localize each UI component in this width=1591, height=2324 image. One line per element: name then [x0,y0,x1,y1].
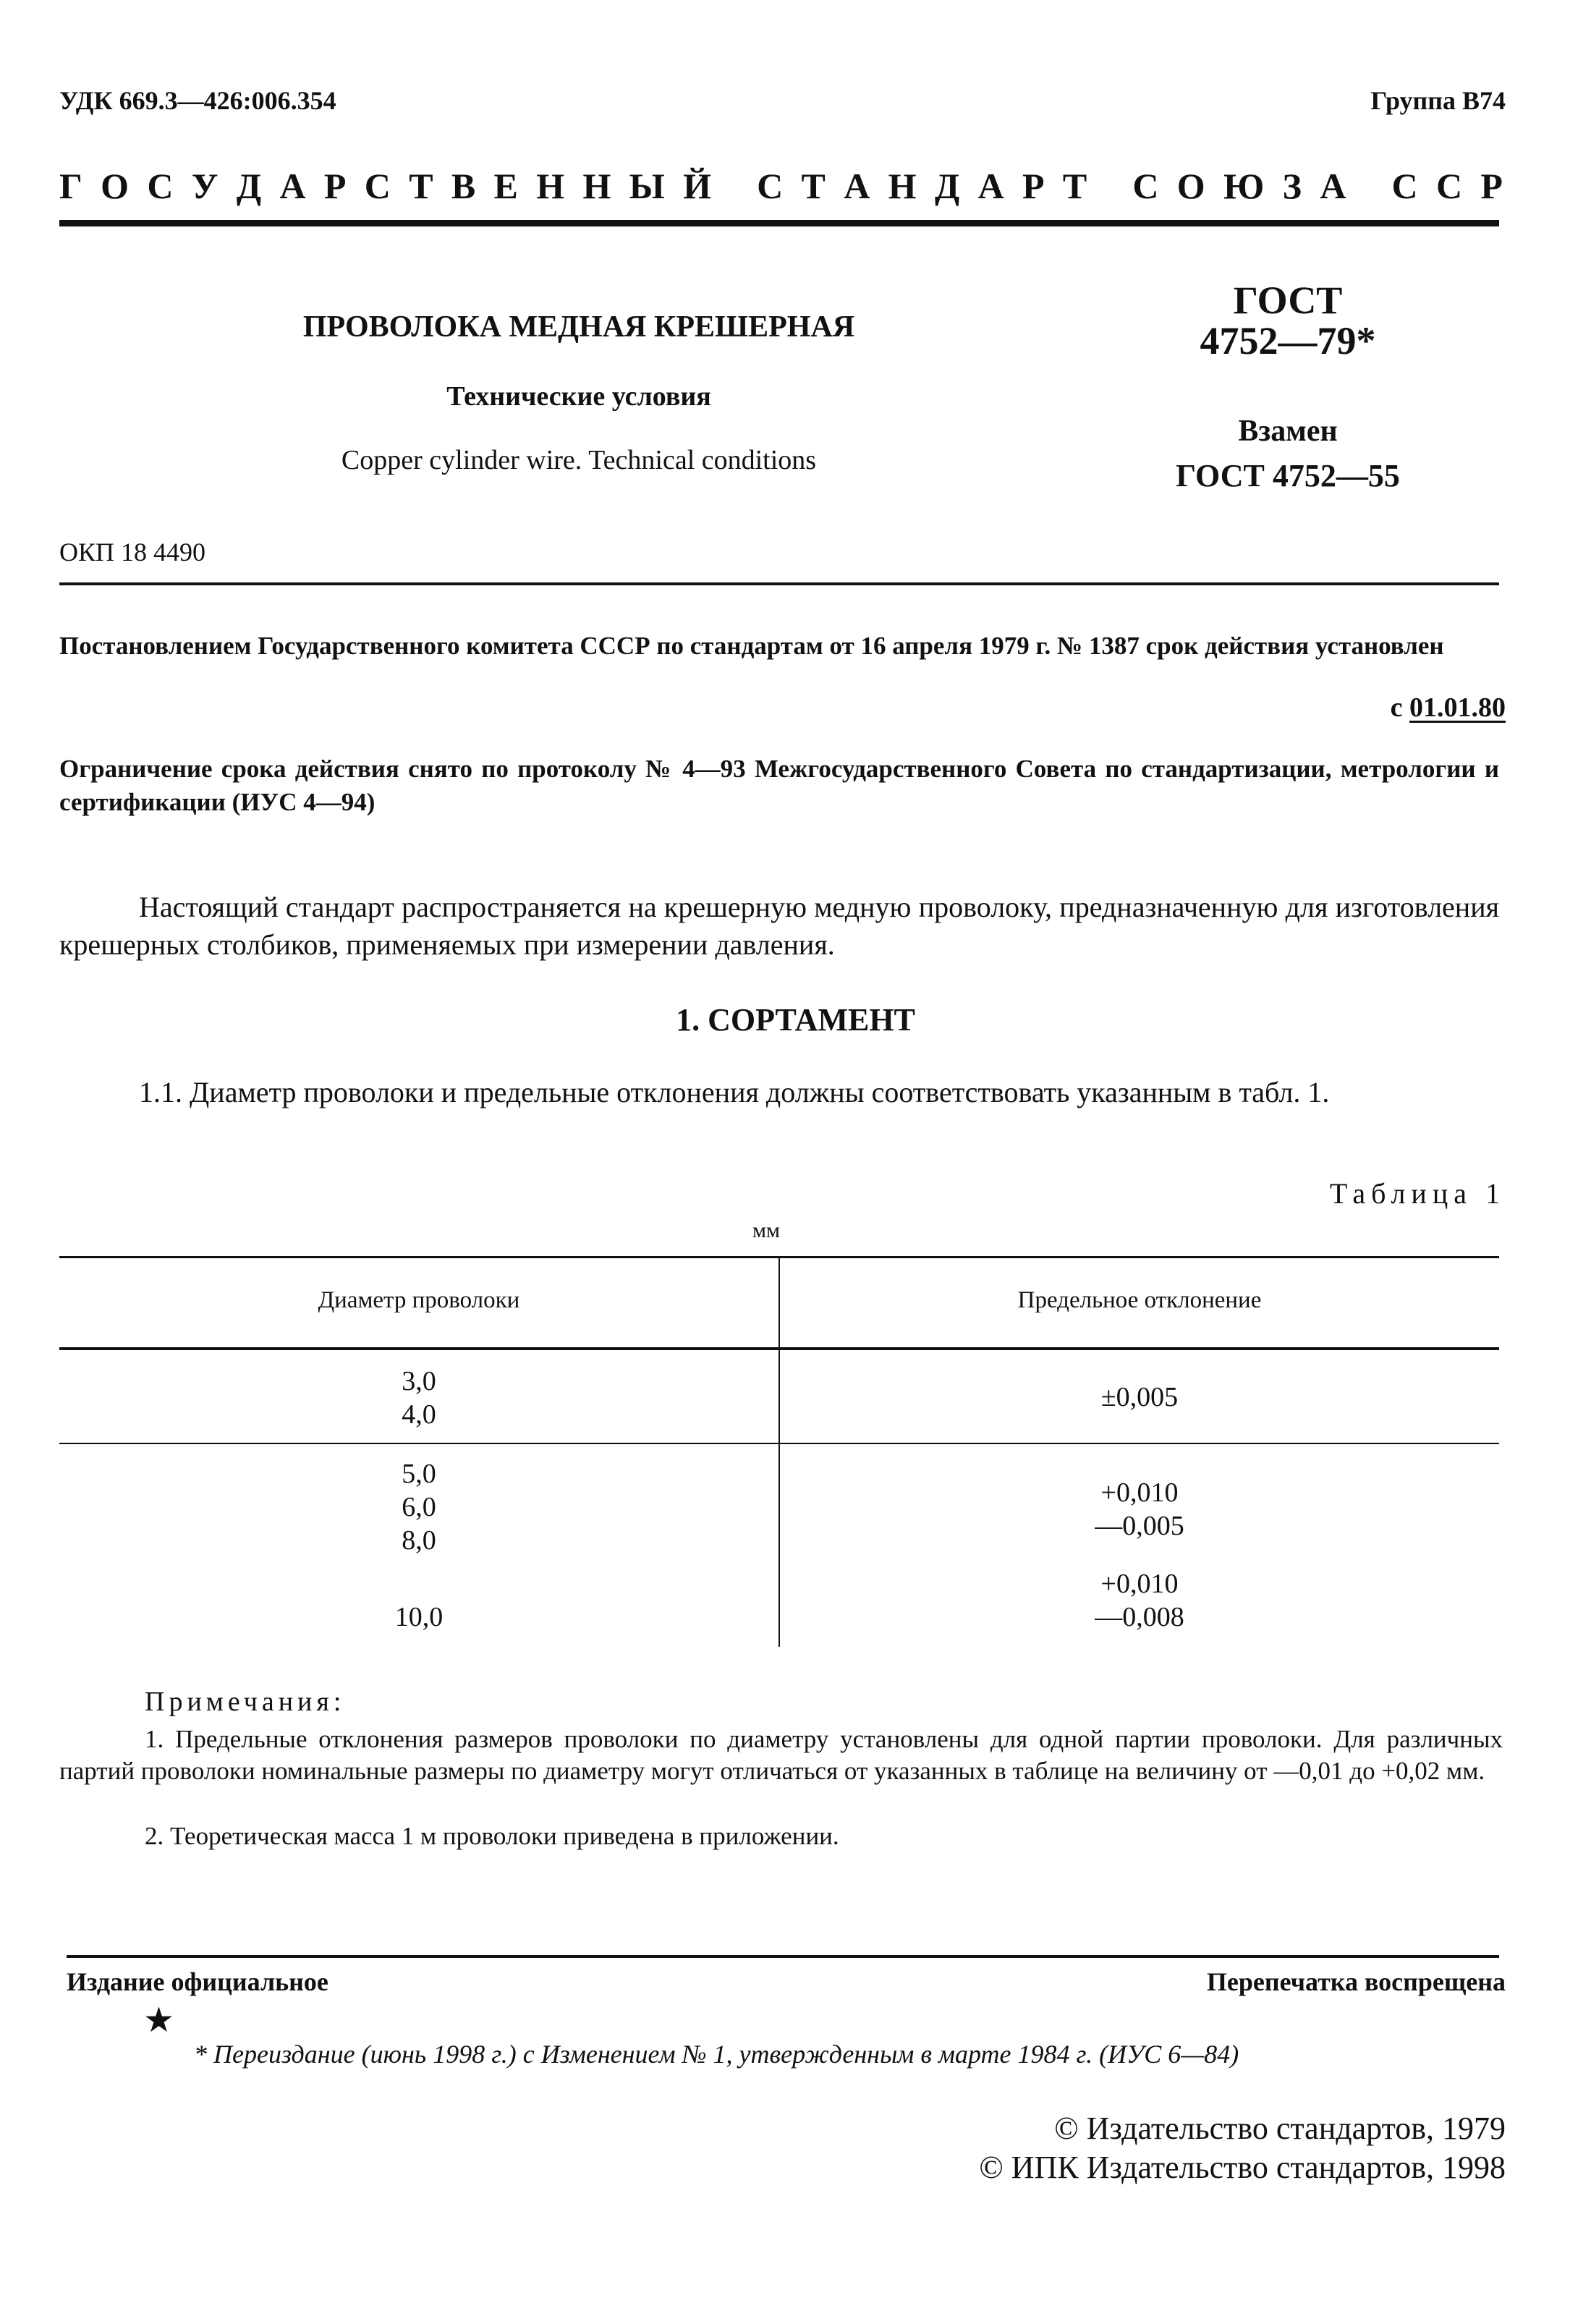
table-row-1-diameters [59,1365,778,1431]
heading-letter: С [1391,166,1418,206]
decree-paragraph: Постановлением Государственного комитета СССР по стандартам от 16 апреля 1979 г. № 1387 срок действия установлен [59,632,1444,660]
replaces-label: Взамен [1238,415,1338,448]
bottom-rule [67,1955,1499,1958]
heading-letter: Т [1062,166,1087,206]
effective-date-value: 01.01.80 [1409,692,1506,723]
heading-letter: Ю [1223,166,1265,206]
diameter-value: 6,0 [402,1492,436,1522]
clause-1-1: 1.1. Диаметр проволоки и предельные отклонения должны соответствовать указанным в табл. 1. [139,1076,1330,1108]
heading-letter: Й [683,166,711,206]
heading-letter: А [279,166,306,206]
limitation-paragraph: Ограничение срока действия снято по протоколу № 4—93 Межгосударственного Совета по стандартизации, метрологии и сертификации (ИУС 4—94) [59,755,1499,816]
column-header-deviation: Предельное отклонение [1017,1287,1262,1313]
heading-letter: В [451,166,476,206]
heading-letter: Р [1480,166,1503,206]
group-code: Группа В74 [1370,86,1506,115]
copyright-1979: © Издательство стандартов, 1979 [1054,2111,1506,2146]
heading-letter: Т [801,166,826,206]
heading-letter: У [191,166,219,206]
notes-title: Примечания: [145,1687,346,1717]
heading-letter: Р [1022,166,1045,206]
table-row-2-deviation [780,1476,1499,1543]
replaces-number: ГОСТ 4752—55 [1176,458,1400,493]
star-icon: ★ [143,2001,175,2040]
scope-paragraph: Настоящий стандарт распространяется на крешерную медную проволоку, предназначенную для изготовления крешерных столбиков, применяемых при измерении давления. [59,891,1499,961]
heading-letter: Д [236,166,262,206]
diameter-value: 3,0 [402,1366,436,1396]
diameter-value: 8,0 [402,1525,436,1556]
deviation-value: ±0,005 [1100,1382,1179,1412]
deviation-value: +0,010 [1100,1569,1179,1599]
table-label: Таблица 1 [1329,1177,1506,1210]
deviation-value: —0,008 [1095,1602,1184,1632]
top-rule [59,220,1499,226]
heading-letter: С [364,166,391,206]
heading-letter: Д [934,166,960,206]
gost-number: 4752—79* [1200,319,1376,362]
heading-letter: Е [493,166,518,206]
deviation-value: —0,005 [1095,1511,1184,1541]
heading-word-gap [1106,165,1115,207]
heading-letter: А [844,166,870,206]
gost-label: ГОСТ [1233,279,1343,322]
middle-rule [59,582,1499,585]
heading-letter: С [1132,166,1159,206]
reissue-footnote: * Переиздание (июнь 1998 г.) с Изменением № 1, утвержденным в марте 1984 г. (ИУС 6—84) [194,2040,1239,2069]
reprint-prohibited-label: Перепечатка воспрещена [1206,1967,1506,1996]
heading-letter: С [147,166,174,206]
heading-letter: Н [582,166,611,206]
table-row-3-deviation [780,1567,1499,1634]
note-1: 1. Предельные отклонения размеров проволоки по диаметру установлены для одной партии проволоки. Для различных партий проволоки номинальные размеры по диаметру могут отличаться от указанных в таблице на величину от —0,01 до +0,02 мм. [59,1725,1503,1785]
table-row-3-diameters [59,1600,778,1634]
heading-letter: Р [323,166,347,206]
heading-word-gap [729,165,739,207]
column-header-diameter: Диаметр проволоки [318,1287,520,1313]
heading-letter: О [1176,166,1205,206]
english-title: Copper cylinder wire. Technical conditions [341,445,817,475]
heading-letter: О [101,166,130,206]
heading-letter: Н [888,166,917,206]
note-2: 2. Теоретическая масса 1 м проволоки приведена в приложении. [145,1822,839,1850]
copyright-1998: © ИПК Издательство стандартов, 1998 [979,2150,1506,2185]
heading-word-gap [1365,165,1374,207]
heading-letter: С [1435,166,1463,206]
heading-letter: А [977,166,1004,206]
official-edition-label: Издание официальное [67,1967,328,1996]
diameter-table [59,1256,1499,1661]
table-row-2-diameters [59,1457,778,1557]
table-unit: мм [752,1218,780,1242]
diameter-value: 4,0 [402,1399,436,1430]
document-title: ПРОВОЛОКА МЕДНАЯ КРЕШЕРНАЯ [302,310,855,344]
heading-letter: Г [59,166,82,206]
heading-letter: Н [536,166,565,206]
diameter-value: 5,0 [402,1459,436,1489]
deviation-value: +0,010 [1100,1477,1179,1508]
effective-date [1391,692,1506,724]
row-separator [59,1443,1499,1444]
heading-letter: З [1282,166,1302,206]
table-row-1-deviation [780,1381,1499,1414]
effective-prefix: с [1390,692,1409,723]
udc-code: УДК 669.3—426:006.354 [59,86,336,115]
section-title: 1. СОРТАМЕНТ [676,1002,915,1038]
header-bottom-border [59,1347,1499,1350]
okp-code: ОКП 18 4490 [59,538,206,567]
state-standard-heading [59,165,1503,207]
diameter-value: 10,0 [394,1602,444,1632]
heading-letter: Т [409,166,433,206]
heading-letter: Ы [629,166,665,206]
heading-letter: А [1320,166,1346,206]
document-subtitle: Технические условия [446,381,711,412]
heading-letter: С [757,166,784,206]
